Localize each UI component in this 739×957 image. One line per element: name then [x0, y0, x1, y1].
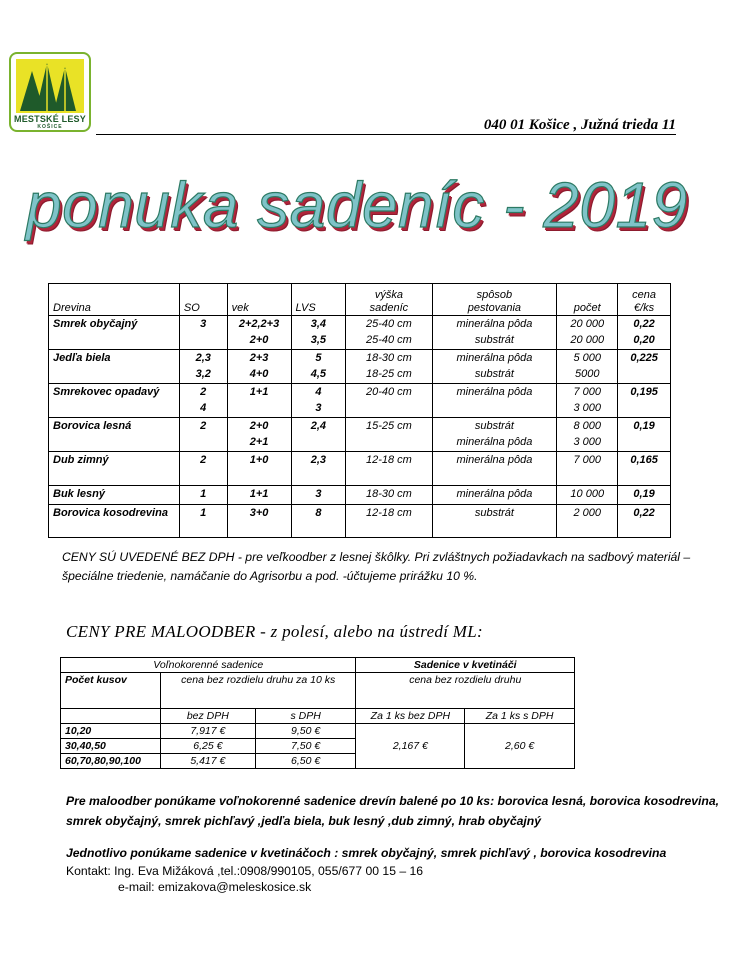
species-cell [49, 486, 180, 505]
cell-line: 1+1 [249, 488, 269, 500]
cell-line: minerálna pôda [456, 436, 533, 448]
count-cell [557, 452, 618, 486]
address-rule [96, 134, 676, 135]
pot-price-s: 2,60 € [465, 724, 575, 769]
cell-line: 2,3 [195, 352, 211, 364]
cell-line: 18-25 cm [365, 368, 412, 380]
cell-line: 25-40 cm [365, 318, 412, 330]
cell-line: Smrekovec opadavý [53, 386, 160, 398]
header-height [346, 284, 432, 316]
height-cell [346, 486, 432, 505]
price-desc-bare: cena bez rozdielu druhu za 10 ks [160, 673, 356, 709]
cell-line: 3 000 [573, 436, 602, 448]
cell-line: 2+1 [249, 436, 269, 448]
cell-line: 0,19 [633, 420, 655, 432]
cell-line: 0,19 [633, 488, 655, 500]
cell-line: 3,5 [310, 334, 327, 346]
cell-line: 4 [200, 402, 207, 414]
method-cell [432, 452, 557, 486]
cell-line: 1+1 [249, 386, 269, 398]
price-bez-cell: 7,917 € [160, 724, 255, 739]
count-cell [557, 505, 618, 538]
cell-line: minerálna pôda [456, 386, 533, 398]
cell-line: 0,20 [633, 334, 655, 346]
method-cell [432, 384, 557, 418]
cell-line: 2 [200, 420, 207, 432]
cell-line: Jedľa biela [53, 352, 111, 364]
cell-line: substrát [474, 334, 514, 346]
price-cell [618, 316, 671, 350]
header-so: SO [179, 284, 227, 316]
email-line: e-mail: emizakova@meleskosice.sk [118, 880, 312, 894]
height-cell [346, 316, 432, 350]
so-cell [179, 350, 227, 384]
table-row [49, 384, 671, 418]
small-order-title: CENY PRE MALOODBER - z polesí, alebo na ústredí ML: [66, 622, 483, 641]
header-line: €/ks [634, 302, 655, 314]
count-cell [557, 384, 618, 418]
header-drevina: Drevina [49, 284, 180, 316]
table-row [49, 316, 671, 350]
height-cell [346, 350, 432, 384]
cell-line: 0,22 [633, 318, 655, 330]
group-bare-root: Voľnokorenné sadenice [61, 658, 356, 673]
logo-name: MESTSKÉ LESY [14, 114, 86, 124]
lvs-cell [291, 418, 346, 452]
header-method [432, 284, 557, 316]
price-s-cell: 6,50 € [255, 754, 356, 769]
cell-line: 2 [200, 386, 207, 398]
cell-line: 3 000 [573, 402, 602, 414]
cell-line: 0,22 [633, 507, 655, 519]
cell-line: minerálna pôda [456, 454, 533, 466]
table-row [49, 350, 671, 384]
price-cell [618, 384, 671, 418]
so-cell [179, 384, 227, 418]
cell-line: 8 000 [573, 420, 602, 432]
cell-line: 2+0 [249, 420, 269, 432]
cell-line: minerálna pôda [456, 318, 533, 330]
lvs-cell [291, 452, 346, 486]
col-bez-dph: bez DPH [160, 709, 255, 724]
cell-line: 15-25 cm [365, 420, 412, 432]
cell-line: 7 000 [573, 386, 602, 398]
so-cell [179, 316, 227, 350]
cell-line: 4,5 [310, 368, 327, 380]
table-row [49, 505, 671, 538]
header-line: spôsob [476, 289, 513, 301]
count-label: Počet kusov [61, 673, 161, 709]
lvs-cell [291, 316, 346, 350]
so-cell [179, 418, 227, 452]
age-cell [227, 350, 291, 384]
cell-line: 2,3 [310, 454, 327, 466]
col-pot-s-dph: Za 1 ks s DPH [465, 709, 575, 724]
small-table-row [61, 709, 575, 724]
table-row [49, 418, 671, 452]
cell-line: 5000 [575, 368, 600, 380]
lvs-cell [291, 486, 346, 505]
species-cell [49, 350, 180, 384]
method-cell [432, 350, 557, 384]
species-cell [49, 316, 180, 350]
table-header-row [49, 284, 671, 316]
so-cell [179, 452, 227, 486]
cell-line: 2 [200, 454, 207, 466]
height-cell [346, 418, 432, 452]
cell-line: 20 000 [570, 318, 605, 330]
cell-line: 3 [315, 402, 322, 414]
header-line: výška [374, 289, 403, 301]
method-cell [432, 486, 557, 505]
height-cell [346, 505, 432, 538]
cell-line: Borovica lesná [53, 420, 132, 432]
col-s-dph: s DPH [255, 709, 356, 724]
cell-line: 3 [200, 318, 207, 330]
cell-line: 0,225 [630, 352, 658, 364]
cell-line: 0,165 [630, 454, 658, 466]
page-title: ponuka sadeníc - 2019 [26, 169, 688, 241]
bare-root-offer: Pre maloodber ponúkame voľnokorenné sadenice drevín balené po 10 ks: borovica lesná, borovica kosodrevina, smrek obyčajný, smrek pichľavý ,jedľa biela, buk lesný ,dub zimný, hrab obyčajný [66, 794, 720, 828]
age-cell [227, 452, 291, 486]
price-cell [618, 418, 671, 452]
price-desc-potted: cena bez rozdielu druhu [356, 673, 575, 709]
price-cell [618, 452, 671, 486]
method-cell [432, 418, 557, 452]
header-vek: vek [227, 284, 291, 316]
header-line: cena [632, 289, 657, 301]
small-table-row [61, 673, 575, 709]
small-table-row [61, 724, 575, 739]
count-cell: 60,70,80,90,100 [61, 754, 161, 769]
cell-line: 12-18 cm [365, 507, 412, 519]
cell-line: 1+0 [249, 454, 269, 466]
count-cell [557, 350, 618, 384]
cell-line: 20 000 [570, 334, 605, 346]
cell-line: 1 [200, 488, 207, 500]
cell-line: 2+2,2+3 [238, 318, 280, 330]
cell-line: 12-18 cm [365, 454, 412, 466]
header-lvs: LVS [291, 284, 346, 316]
cell-line: 7 000 [573, 454, 602, 466]
count-cell [557, 486, 618, 505]
cell-line: 4 [315, 386, 322, 398]
price-cell [618, 486, 671, 505]
cell-line: substrát [474, 368, 514, 380]
cell-line: 5 [315, 352, 322, 364]
price-cell [618, 350, 671, 384]
price-note: CENY SÚ UVEDENÉ BEZ DPH - pre veľkoodber z lesnej škôlky. Pri zvláštnych požiadavkach na sadbový materiál – špeciálne triedenie, namáčanie do Agrisorbu a pod. -účtujeme prirážku 10 %. [62, 550, 691, 583]
seedling-offer-table [48, 283, 671, 538]
species-cell [49, 418, 180, 452]
cell-line: 2,4 [310, 420, 327, 432]
count-cell [557, 418, 618, 452]
count-cell: 30,40,50 [61, 739, 161, 754]
so-cell [179, 486, 227, 505]
cell-line: 0,195 [630, 386, 658, 398]
small-table-row [61, 658, 575, 673]
count-cell: 10,20 [61, 724, 161, 739]
cell-line: 1 [200, 507, 207, 519]
contact-line: Kontakt: Ing. Eva Mižáková ,tel.:0908/990105, 055/677 00 15 – 16 [66, 864, 424, 878]
cell-line: 4+0 [249, 368, 269, 380]
group-potted: Sadenice v kvetináči [356, 658, 575, 673]
pot-price-bez: 2,167 € [356, 724, 465, 769]
cell-line: 3+0 [249, 507, 269, 519]
count-cell [557, 316, 618, 350]
lvs-cell [291, 350, 346, 384]
header-count: počet [557, 284, 618, 316]
cell-line: substrát [474, 420, 514, 432]
cell-line: 3,4 [310, 318, 327, 330]
cell-line: Borovica kosodrevina [53, 507, 168, 519]
so-cell [179, 505, 227, 538]
cell-line: 8 [315, 507, 322, 519]
price-bez-cell: 5,417 € [160, 754, 255, 769]
cell-line: 10 000 [570, 488, 605, 500]
table-body [49, 316, 671, 538]
age-cell [227, 316, 291, 350]
table-row [49, 452, 671, 486]
col-pot-bez-dph: Za 1 ks bez DPH [356, 709, 465, 724]
cell-line: minerálna pôda [456, 488, 533, 500]
price-s-cell: 7,50 € [255, 739, 356, 754]
cell-line: 18-30 cm [365, 352, 412, 364]
age-cell [227, 418, 291, 452]
method-cell [432, 505, 557, 538]
lvs-cell [291, 505, 346, 538]
small-order-table [60, 657, 575, 769]
cell-line: 2 000 [573, 507, 602, 519]
species-cell [49, 505, 180, 538]
price-bez-cell: 6,25 € [160, 739, 255, 754]
cell-line: Buk lesný [53, 488, 105, 500]
age-cell [227, 486, 291, 505]
cell-line: 18-30 cm [365, 488, 412, 500]
header-price [618, 284, 671, 316]
height-cell [346, 452, 432, 486]
potted-offer: Jednotlivo ponúkame sadenice v kvetináčoch : smrek obyčajný, smrek pichľavý , borovica kosodrevina [66, 846, 667, 860]
cell-line: minerálna pôda [456, 352, 533, 364]
cell-line: 3 [315, 488, 322, 500]
price-cell [618, 505, 671, 538]
forest-logo-icon [14, 57, 86, 115]
method-cell [432, 316, 557, 350]
company-logo [9, 52, 91, 132]
cell-line: 25-40 cm [365, 334, 412, 346]
species-cell [49, 384, 180, 418]
header-line: sadeníc [369, 302, 409, 314]
age-cell [227, 505, 291, 538]
lvs-cell [291, 384, 346, 418]
height-cell [346, 384, 432, 418]
cell-line: 5 000 [573, 352, 602, 364]
age-cell [227, 384, 291, 418]
empty-cell [61, 709, 161, 724]
cell-line: 3,2 [195, 368, 211, 380]
species-cell [49, 452, 180, 486]
table-row [49, 486, 671, 505]
cell-line: 2+3 [249, 352, 269, 364]
cell-line: 2+0 [249, 334, 269, 346]
cell-line: Smrek obyčajný [53, 318, 138, 330]
cell-line: 20-40 cm [365, 386, 412, 398]
header-line: pestovania [467, 302, 522, 314]
cell-line: Dub zimný [53, 454, 109, 466]
address: 040 01 Košice , Južná trieda 11 [483, 117, 676, 133]
price-s-cell: 9,50 € [255, 724, 356, 739]
cell-line: substrát [474, 507, 514, 519]
logo-sub: KOŠICE [37, 124, 63, 130]
